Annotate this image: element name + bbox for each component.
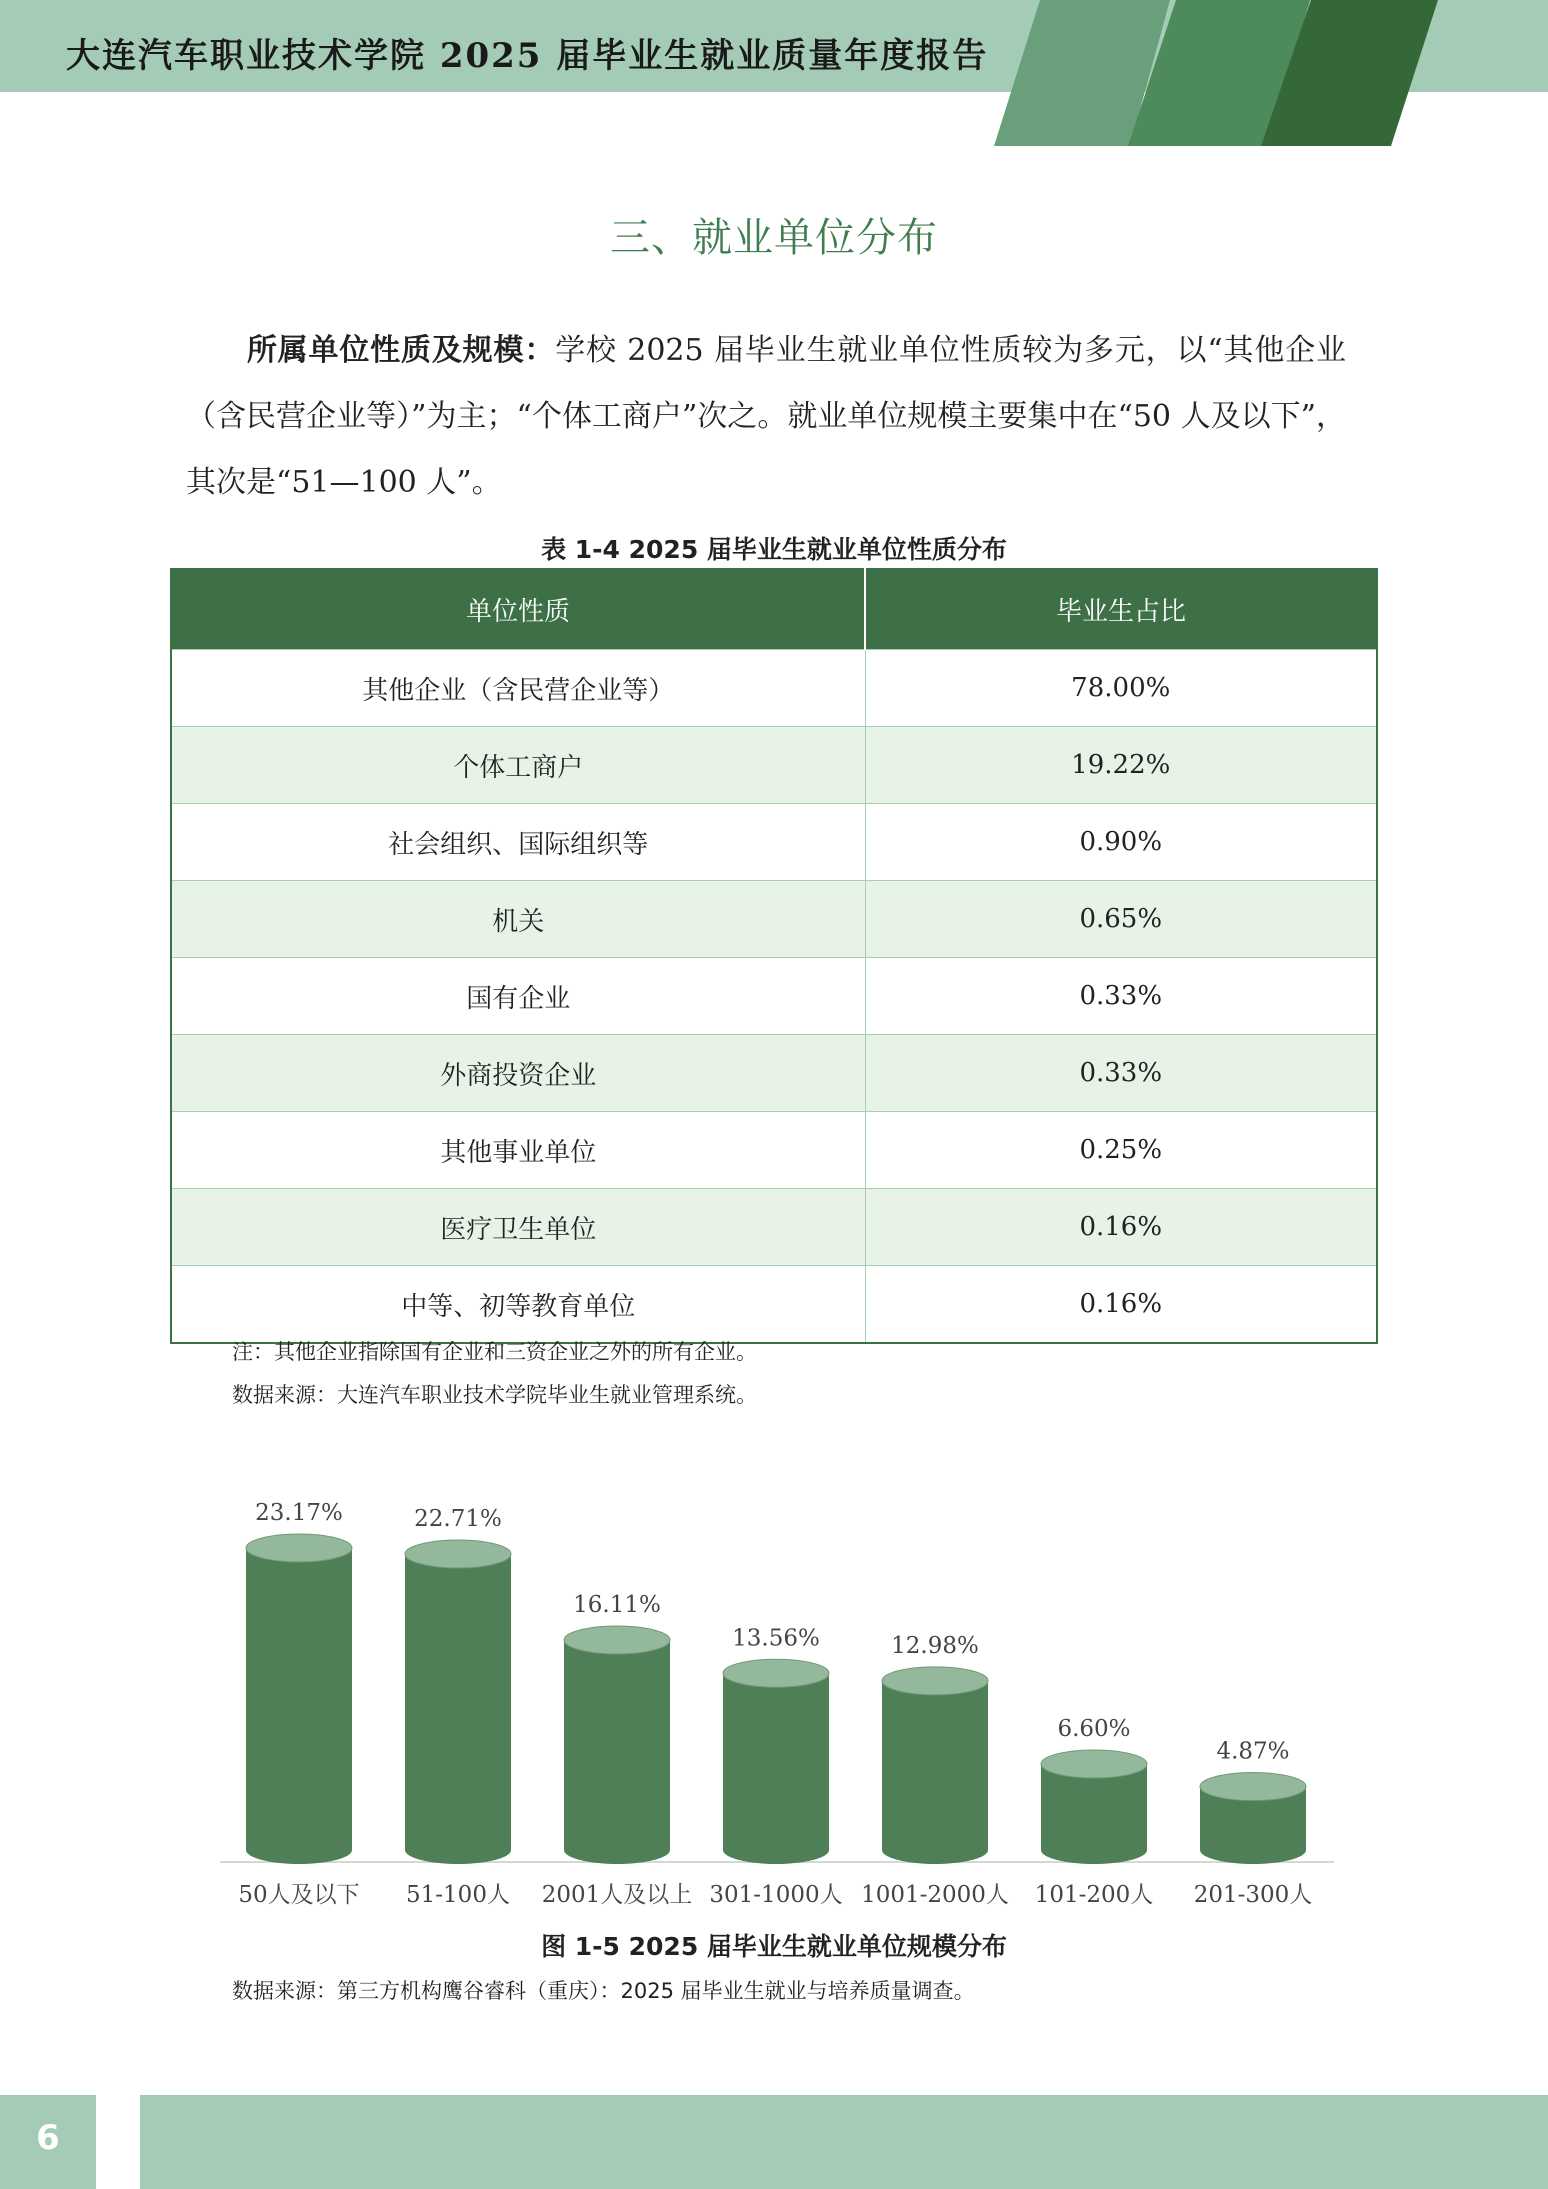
section-heading: 三、就业单位分布 (610, 215, 938, 261)
data-label: 12.98% (891, 1632, 979, 1659)
bar (882, 1681, 988, 1864)
bar (1041, 1764, 1147, 1864)
cell-employer-type: 国有企业 (171, 958, 865, 1035)
cell-employer-type: 其他事业单位 (171, 1112, 865, 1189)
data-label: 13.56% (732, 1625, 820, 1652)
data-label: 6.60% (1057, 1715, 1131, 1742)
header-stripe-dark (1255, 0, 1455, 146)
employer-size-chart (0, 1460, 1548, 1920)
header-employer-type: 单位性质 (171, 569, 865, 650)
bar-top (723, 1659, 829, 1687)
table-source: 数据来源：大连汽车职业技术学院毕业生就业管理系统。 (232, 1383, 757, 1407)
bar-top (246, 1534, 352, 1562)
cell-employer-type: 医疗卫生单位 (171, 1189, 865, 1266)
footer-band (140, 2095, 1548, 2189)
cell-share: 78.00% (865, 650, 1377, 727)
category-label: 2001人及以上 (541, 1882, 693, 1908)
table-row (171, 650, 1377, 727)
table-note: 注：其他企业指除国有企业和三资企业之外的所有企业。 (232, 1340, 757, 1364)
cell-employer-type: 外商投资企业 (171, 1035, 865, 1112)
figure-source: 数据来源：第三方机构鹰谷睿科（重庆）：2025 届毕业生就业与培养质量调查。 (232, 1979, 975, 2003)
bar-top (405, 1540, 511, 1568)
cell-employer-type: 机关 (171, 881, 865, 958)
table-header-row (171, 569, 1377, 650)
category-label: 51-100人 (406, 1882, 510, 1908)
data-label: 22.71% (414, 1505, 502, 1532)
table-row (171, 804, 1377, 881)
header-share: 毕业生占比 (865, 569, 1377, 650)
intro-paragraph (186, 318, 1346, 516)
cell-employer-type: 社会组织、国际组织等 (171, 804, 865, 881)
cell-employer-type: 中等、初等教育单位 (171, 1266, 865, 1344)
table-row (171, 958, 1377, 1035)
table-row (171, 1266, 1377, 1344)
page-number: 6 (36, 2118, 60, 2158)
cell-share: 0.25% (865, 1112, 1377, 1189)
bar (405, 1554, 511, 1864)
category-label: 1001-2000人 (861, 1882, 1009, 1908)
table-row (171, 727, 1377, 804)
table-row (171, 1112, 1377, 1189)
paragraph-lead: 所属单位性质及规模： (246, 333, 556, 368)
bar (564, 1640, 670, 1864)
cell-employer-type: 个体工商户 (171, 727, 865, 804)
employer-type-table (170, 568, 1378, 1344)
cell-share: 0.65% (865, 881, 1377, 958)
bar (723, 1673, 829, 1864)
cell-employer-type: 其他企业（含民营企业等） (171, 650, 865, 727)
bar-top (1041, 1750, 1147, 1778)
cell-share: 0.90% (865, 804, 1377, 881)
table-row (171, 1189, 1377, 1266)
category-label: 50人及以下 (238, 1882, 360, 1908)
bar (246, 1548, 352, 1864)
cell-share: 0.33% (865, 1035, 1377, 1112)
table-row (171, 1035, 1377, 1112)
cell-share: 0.33% (865, 958, 1377, 1035)
report-title: 大连汽车职业技术学院 2025 届毕业生就业质量年度报告 (66, 36, 989, 76)
category-label: 301-1000人 (709, 1882, 843, 1908)
category-label: 101-200人 (1034, 1882, 1154, 1908)
data-label: 23.17% (255, 1500, 343, 1526)
table-row (171, 881, 1377, 958)
bar-top (564, 1626, 670, 1654)
paragraph-body: 学校 2025 届毕业生就业单位性质较为多元，以“其他企业（含民营企业等）”为主；“个体工商户”次之。就业单位规模主要集中在“50 人及以下”，其次是“51—100 人”。 (186, 333, 1347, 500)
data-label: 4.87% (1216, 1738, 1290, 1765)
figure-caption: 图 1-5 2025 届毕业生就业单位规模分布 (541, 1932, 1007, 1961)
bar-top (882, 1667, 988, 1695)
stripe-dark-shape (1261, 0, 1438, 146)
data-label: 16.11% (573, 1592, 661, 1619)
cell-share: 19.22% (865, 727, 1377, 804)
cell-share: 0.16% (865, 1266, 1377, 1344)
table-caption: 表 1-4 2025 届毕业生就业单位性质分布 (541, 535, 1007, 564)
cell-share: 0.16% (865, 1189, 1377, 1266)
bar-top (1200, 1773, 1306, 1801)
category-label: 201-300人 (1193, 1882, 1313, 1908)
